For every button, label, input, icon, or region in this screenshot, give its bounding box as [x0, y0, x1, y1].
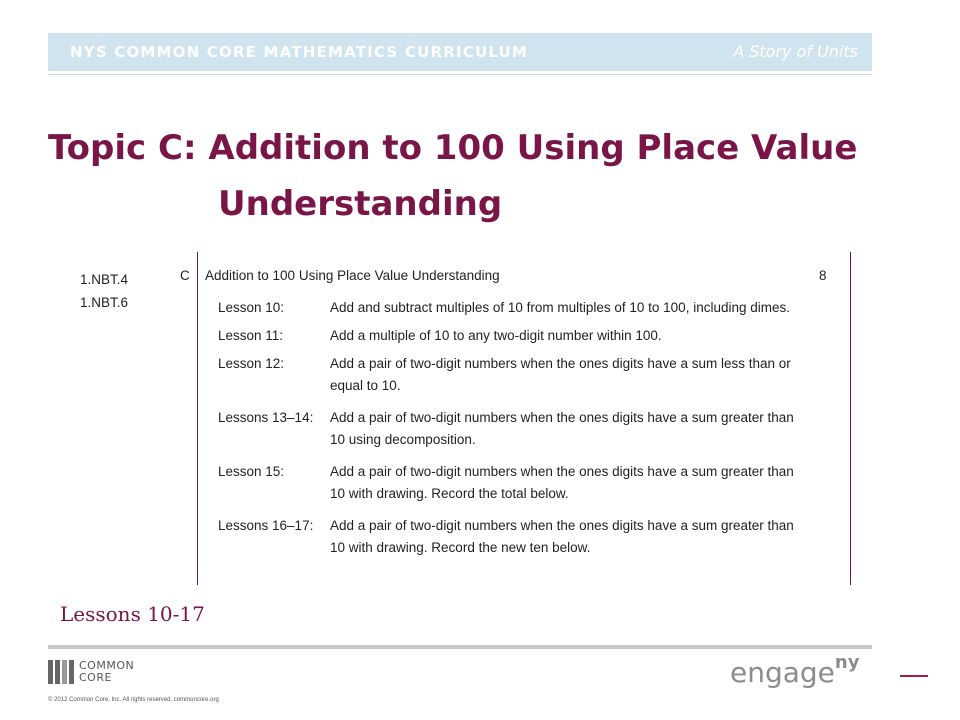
- common-core-logo: [48, 660, 134, 684]
- lesson-label: Lesson 10:: [218, 300, 285, 315]
- list-item: [218, 461, 818, 505]
- topic-letter: C: [180, 268, 190, 283]
- list-item: [218, 353, 818, 397]
- list-item: [218, 515, 818, 559]
- lesson-list: [218, 297, 818, 559]
- lesson-description: Add a pair of two-digit numbers when the ones digits have a sum less than or equal to 10.: [330, 356, 791, 393]
- lesson-label: Lesson 12:: [218, 356, 285, 371]
- lesson-description: Add a pair of two-digit numbers when the ones digits have a sum greater than 10 with drawing. Record the new ten below.: [330, 518, 794, 555]
- lesson-label: Lesson 11:: [218, 328, 284, 343]
- engageny-logo: [730, 652, 859, 689]
- series-title: A Story of Units: [733, 42, 858, 61]
- lesson-label: Lessons 13–14:: [218, 410, 314, 425]
- logo-text: CORE: [79, 671, 112, 684]
- list-item: [218, 325, 818, 347]
- curriculum-title: NYS COMMON CORE MATHEMATICS CURRICULUM: [70, 43, 529, 61]
- standard-code: 1.NBT.4: [80, 272, 129, 287]
- page-title: [48, 120, 898, 232]
- table-divider-left: [197, 252, 198, 585]
- ny-text: ny: [834, 652, 860, 673]
- lesson-label: Lesson 15:: [218, 464, 285, 479]
- instructional-days: 8: [819, 268, 827, 283]
- lesson-label: Lessons 16–17:: [218, 518, 314, 533]
- list-item: [218, 297, 818, 319]
- standard-code: 1.NBT.6: [80, 295, 129, 310]
- header-bar: [48, 33, 872, 71]
- title-line-2: Understanding: [218, 184, 503, 224]
- topic-heading: Addition to 100 Using Place Value Understanding: [205, 268, 500, 283]
- lesson-description: Add and subtract multiples of 10 from multiples of 10 to 100, including dimes.: [330, 300, 790, 315]
- engage-text: engage: [730, 656, 835, 689]
- lessons-caption: Lessons 10-17: [60, 602, 205, 626]
- list-item: [218, 407, 818, 451]
- lesson-description: Add a pair of two-digit numbers when the ones digits have a sum greater than 10 using decomposition.: [330, 410, 794, 447]
- copyright-notice: © 2012 Common Core, Inc. All rights reserved. commoncore.org: [48, 697, 219, 703]
- footer-divider: [48, 645, 872, 649]
- header-divider: [48, 74, 872, 75]
- common-core-logo-icon: [48, 660, 74, 684]
- accent-dash: [900, 675, 928, 677]
- table-divider-right: [850, 252, 851, 585]
- lesson-description: Add a pair of two-digit numbers when the ones digits have a sum greater than 10 with drawing. Record the total below.: [330, 464, 794, 501]
- title-line-1: Topic C: Addition to 100 Using Place Value: [48, 128, 858, 168]
- lesson-description: Add a multiple of 10 to any two-digit number within 100.: [330, 328, 662, 343]
- standards-column: [80, 268, 128, 314]
- logo-text: COMMON: [79, 659, 135, 672]
